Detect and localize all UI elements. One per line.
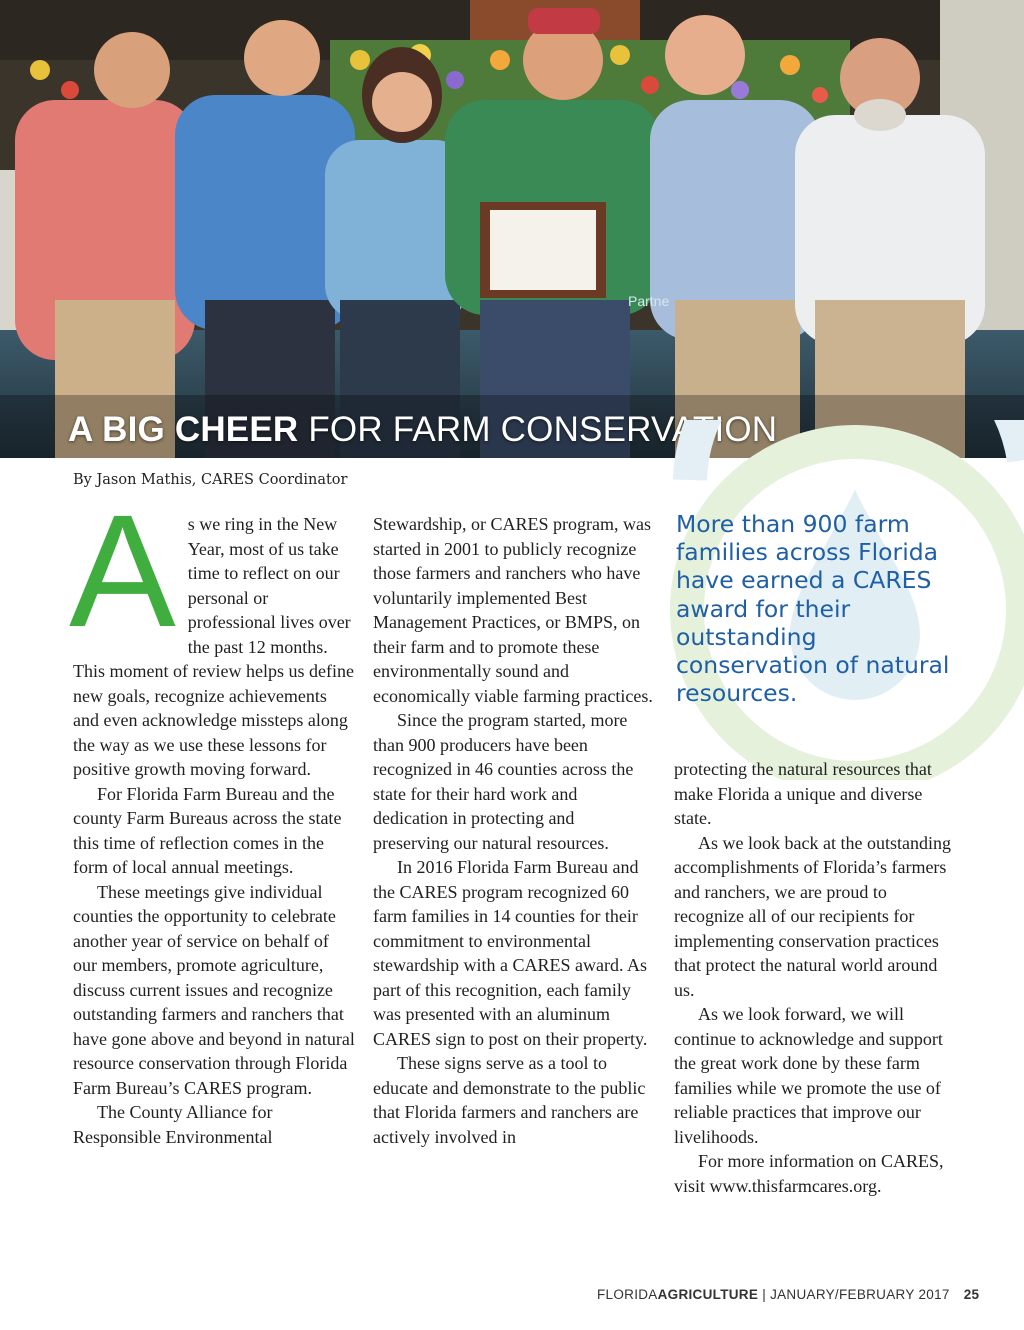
- footer-issue: | JANUARY/FEBRUARY 2017: [758, 1287, 950, 1302]
- page-number: 25: [963, 1287, 980, 1302]
- paragraph-10: As we look back at the outstanding accomplishments of Florida’s farmers and ranchers, we are proud to recognize all of our recipients for implementing conservation practices that protect the natural world around us.: [674, 832, 951, 1000]
- footer-brand-light: FLORIDA: [597, 1287, 658, 1302]
- article-column-1: [69, 481, 356, 1149]
- article-column-2: [373, 512, 653, 1149]
- paragraph-12: For more information on CARES, visit www.thisfarmcares.org.: [674, 1151, 944, 1196]
- title-light: FOR FARM CONSERVATION: [308, 410, 778, 449]
- paragraph-7: In 2016 Florida Farm Bureau and the CARES program recognized 60 farm families in 14 counties for their commitment to environmental stewardship with a CARES award. As part of this recognition, each family was presented with an aluminum CARES sign to post on their property.: [373, 857, 648, 1049]
- page-footer: [597, 1287, 979, 1302]
- paragraph-11: As we look forward, we will continue to acknowledge and support the great work done by these farm families while we promote the use of reliable practices that improve our livelihoods.: [674, 1004, 943, 1147]
- paragraph-3: These meetings give individual counties the opportunity to celebrate another year of service on behalf of our members, promote agriculture, discuss current issues and recognize outstanding farmers and ranchers that have gone above and beyond in natural resource conservation through Florida Farm Bureau’s CARES program.: [73, 881, 355, 1098]
- paragraph-1: [69, 481, 356, 782]
- paragraph-8: These signs serve as a tool to educate and demonstrate to the public that Florida farmers and ranchers are actively involved in: [373, 1053, 646, 1147]
- title-bold: A BIG CHEER: [68, 410, 299, 449]
- pull-quote: More than 900 farm families across Florida have earned a CARES award for their outstanding conservation of natural resources.: [676, 510, 950, 708]
- paragraph-4: The County Alliance for Responsible Environmental: [73, 1102, 273, 1147]
- paragraph-5: Stewardship, or CARES program, was started in 2001 to publicly recognize those farmers and ranchers who have voluntarily implemented Best Management Practices, or BMPS, on their farm and to promote these environmentally sound and economically viable farming practices.: [373, 514, 653, 706]
- plaque-text: Partne: [628, 293, 670, 309]
- byline: By Jason Mathis, CARES Coordinator: [73, 472, 348, 488]
- paragraph-2: For Florida Farm Bureau and the county Farm Bureaus across the state this time of reflection comes in the form of local annual meetings.: [73, 783, 342, 877]
- group-photo-illustration: [0, 0, 1024, 458]
- hero-photo: [0, 0, 1024, 458]
- footer-brand-bold: AGRICULTURE: [657, 1287, 759, 1302]
- article-column-3: [674, 757, 954, 1198]
- paragraph-6: Since the program started, more than 900 producers have been recognized in 46 counties across the state for their hard work and dedication in protecting and preserving our natural resources.: [373, 710, 634, 853]
- drop-cap: A: [69, 481, 176, 660]
- paragraph-1-text: s we ring in the New Year, most of us take time to reflect on our personal or professional lives over the past 12 months. This moment of review helps us define new goals, recognize achievements and even acknowledge missteps along the way as we use these lessons for positive growth moving forward.: [73, 514, 354, 779]
- paragraph-9: protecting the natural resources that make Florida a unique and diverse state.: [674, 759, 932, 828]
